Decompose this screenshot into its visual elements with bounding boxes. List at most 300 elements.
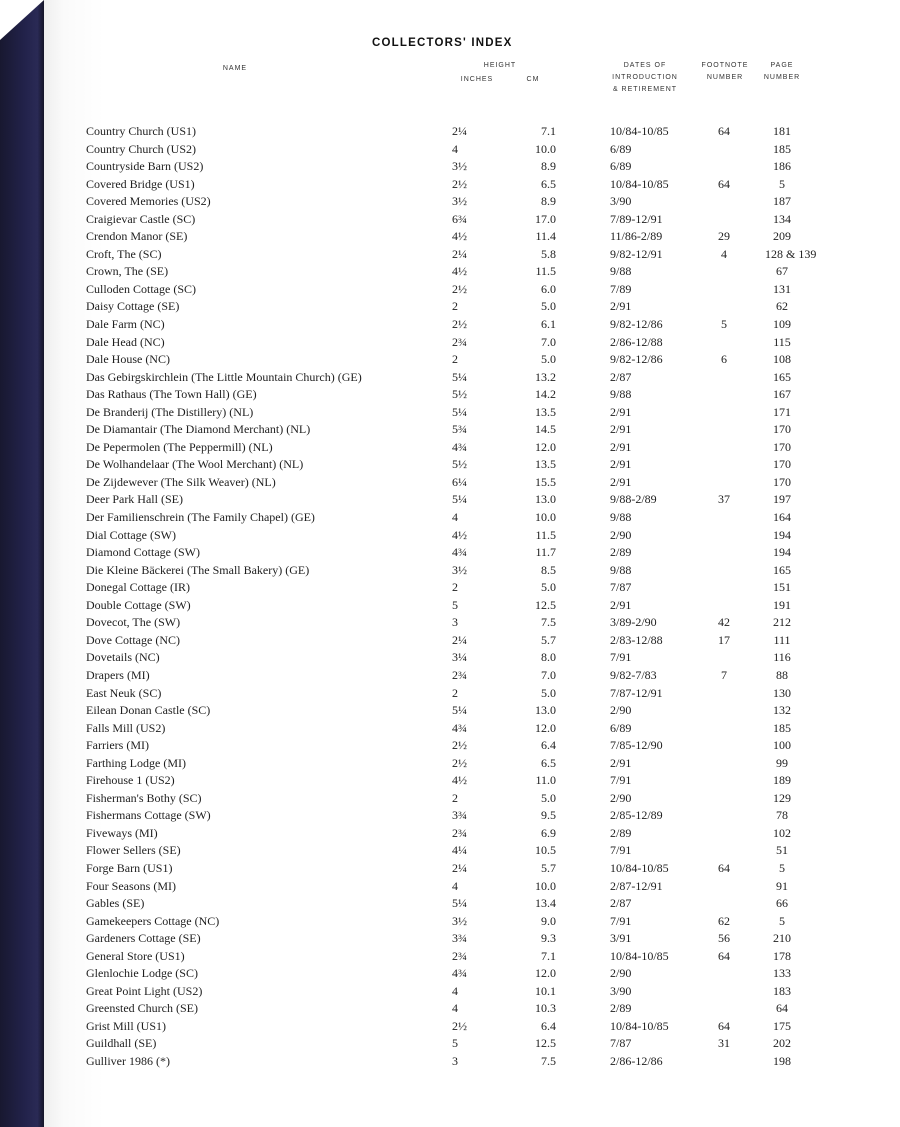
entry-height-cm: 7.0: [541, 667, 556, 682]
entry-page: 5: [779, 176, 785, 191]
table-row: [0, 1053, 900, 1071]
entry-page: 185: [773, 141, 791, 156]
entry-dates: 10/84-10/85: [610, 948, 669, 963]
entry-height-cm: 11.0: [535, 773, 556, 788]
entry-name: Croft, The (SC): [86, 246, 162, 261]
entry-page: 130: [773, 685, 791, 700]
entry-dates: 7/87: [610, 1036, 632, 1051]
table-row: [0, 685, 900, 703]
entry-height-inches: 3¾: [452, 808, 467, 823]
entry-height-inches: 4½: [452, 773, 467, 788]
entry-height-inches: 3½: [452, 159, 467, 174]
entry-name: Diamond Cottage (SW): [86, 545, 200, 560]
entry-footnote: 56: [718, 931, 730, 946]
entry-name: Firehouse 1 (US2): [86, 773, 175, 788]
header-name: NAME: [222, 65, 248, 72]
entry-page: 129: [773, 790, 791, 805]
entry-name: East Neuk (SC): [86, 685, 162, 700]
entry-name: Flower Sellers (SE): [86, 843, 181, 858]
entry-dates: 7/91: [610, 773, 632, 788]
entry-name: De Wolhandelaar (The Wool Merchant) (NL): [86, 457, 304, 472]
entry-dates: 10/84-10/85: [610, 176, 669, 191]
table-row: [0, 702, 900, 720]
entry-dates: 2/91: [610, 404, 632, 419]
entry-height-cm: 10.3: [535, 1001, 556, 1016]
entry-dates: 7/91: [610, 650, 632, 665]
entry-name: Glenlochie Lodge (SC): [86, 966, 198, 981]
entry-dates: 3/89-2/90: [610, 615, 657, 630]
entry-name: Die Kleine Bäckerei (The Small Bakery) (GE): [86, 562, 310, 577]
entry-height-inches: 2½: [452, 281, 467, 296]
entry-name: Deer Park Hall (SE): [86, 492, 183, 507]
entry-height-cm: 5.0: [541, 685, 556, 700]
entry-dates: 2/90: [610, 527, 632, 542]
entry-height-inches: 2: [452, 299, 458, 314]
entry-height-inches: 3½: [452, 194, 467, 209]
entry-name: Covered Bridge (US1): [86, 176, 195, 191]
entry-dates: 2/85-12/89: [610, 808, 663, 823]
entry-height-cm: 6.5: [541, 176, 556, 191]
entry-dates: 9/82-12/91: [610, 246, 663, 261]
entry-page: 191: [773, 597, 791, 612]
entry-height-cm: 13.2: [535, 369, 556, 384]
table-row: [0, 895, 900, 913]
entry-footnote: 5: [721, 317, 727, 332]
entry-name: De Branderij (The Distillery) (NL): [86, 404, 254, 419]
entry-height-inches: 3½: [452, 562, 467, 577]
entry-name: Das Gebirgskirchlein (The Little Mountain Church) (GE): [86, 369, 362, 384]
entry-footnote: 62: [718, 913, 730, 928]
entry-page: 99: [776, 755, 788, 770]
entry-footnote: 64: [718, 1018, 730, 1033]
entry-name: Craigievar Castle (SC): [86, 211, 196, 226]
entry-name: General Store (US1): [86, 948, 185, 963]
entry-page: 194: [773, 527, 791, 542]
entry-page: 198: [773, 1053, 791, 1068]
entry-height-inches: 3: [452, 615, 458, 630]
table-row: [0, 193, 900, 211]
entry-height-inches: 2: [452, 790, 458, 805]
entry-page: 5: [779, 860, 785, 875]
entry-dates: 7/89-12/91: [610, 211, 663, 226]
entry-height-inches: 2¼: [452, 246, 467, 261]
entry-height-cm: 7.5: [541, 615, 556, 630]
entry-height-inches: 4: [452, 878, 458, 893]
entry-height-cm: 14.2: [535, 387, 556, 402]
entry-height-cm: 10.1: [535, 983, 556, 998]
entry-name: Crendon Manor (SE): [86, 229, 188, 244]
entry-height-cm: 10.0: [535, 141, 556, 156]
entry-height-cm: 9.3: [541, 931, 556, 946]
table-row: [0, 632, 900, 650]
entry-height-cm: 15.5: [535, 474, 556, 489]
entry-dates: 7/87: [610, 580, 632, 595]
entry-height-cm: 10.0: [535, 878, 556, 893]
entry-footnote: 64: [718, 176, 730, 191]
entry-height-inches: 5: [452, 597, 458, 612]
entry-height-cm: 7.5: [541, 1053, 556, 1068]
entry-height-cm: 14.5: [535, 422, 556, 437]
entry-dates: 10/84-10/85: [610, 860, 669, 875]
header-dates: [600, 60, 690, 96]
entry-name: Farthing Lodge (MI): [86, 755, 186, 770]
entry-height-cm: 8.9: [541, 159, 556, 174]
entry-height-cm: 7.1: [541, 124, 556, 138]
entry-page: 131: [773, 281, 791, 296]
entry-height-cm: 12.5: [535, 1036, 556, 1051]
entry-name: Crown, The (SE): [86, 264, 169, 279]
entry-height-cm: 12.0: [535, 720, 556, 735]
entry-page: 151: [773, 580, 791, 595]
entry-dates: 9/88: [610, 562, 632, 577]
entry-dates: 9/82-7/83: [610, 667, 657, 682]
entry-page: 132: [773, 703, 791, 718]
entry-dates: 9/88: [610, 264, 632, 279]
entry-footnote: 64: [718, 948, 730, 963]
entry-name: Falls Mill (US2): [86, 720, 166, 735]
entry-name: Das Rathaus (The Town Hall) (GE): [86, 387, 257, 402]
entry-height-cm: 5.0: [541, 352, 556, 367]
entry-page: 111: [773, 632, 791, 647]
entry-height-inches: 3½: [452, 913, 467, 928]
entry-dates: 2/89: [610, 1001, 632, 1016]
table-row: [0, 1018, 900, 1036]
entry-page: 197: [773, 492, 791, 507]
entry-name: Dovetails (NC): [86, 650, 160, 665]
table-row: [0, 842, 900, 860]
entry-page: 88: [776, 667, 788, 682]
entry-height-cm: 5.0: [541, 299, 556, 314]
entry-page: 167: [773, 387, 791, 402]
entry-height-inches: 5¼: [452, 492, 467, 507]
table-row: [0, 860, 900, 878]
table-row: [0, 948, 900, 966]
entry-height-cm: 5.0: [541, 580, 556, 595]
page-corner: [0, 0, 44, 40]
entry-height-cm: 9.5: [541, 808, 556, 823]
entry-name: Farriers (MI): [86, 738, 149, 753]
header-page: [757, 60, 807, 84]
table-row: [0, 158, 900, 176]
entry-page: 210: [773, 931, 791, 946]
entry-dates: 2/89: [610, 545, 632, 560]
header-dates-line: DATES OF: [623, 62, 667, 69]
entry-dates: 2/86-12/86: [610, 1053, 663, 1068]
entry-height-inches: 5¼: [452, 404, 467, 419]
table-row: [0, 474, 900, 492]
entry-height-inches: 2¼: [452, 124, 467, 138]
entry-page: 181: [773, 124, 791, 138]
entry-height-cm: 13.5: [535, 404, 556, 419]
entry-dates: 7/91: [610, 843, 632, 858]
entry-height-inches: 4¾: [452, 720, 467, 735]
entry-height-inches: 2¼: [452, 860, 467, 875]
entry-name: Guildhall (SE): [86, 1036, 157, 1051]
entry-page: 194: [773, 545, 791, 560]
entry-page: 209: [773, 229, 791, 244]
entry-height-cm: 10.5: [535, 843, 556, 858]
header-page-line: PAGE: [770, 62, 794, 69]
table-row: [0, 755, 900, 773]
entry-footnote: 6: [721, 352, 727, 367]
table-row: [0, 263, 900, 281]
entry-footnote: 7: [721, 667, 727, 682]
table-row: [0, 281, 900, 299]
entry-page: 164: [773, 510, 791, 525]
entry-dates: 9/88-2/89: [610, 492, 657, 507]
entry-height-inches: 3¼: [452, 650, 467, 665]
entry-page: 170: [773, 457, 791, 472]
entry-page: 175: [773, 1018, 791, 1033]
table-row: [0, 491, 900, 509]
entry-height-inches: 6¼: [452, 474, 467, 489]
table-row: [0, 544, 900, 562]
table-row: [0, 439, 900, 457]
entry-height-cm: 12.5: [535, 597, 556, 612]
header-footnote: [694, 60, 756, 84]
entry-dates: 2/89: [610, 825, 632, 840]
entry-dates: 2/91: [610, 457, 632, 472]
entry-dates: 3/91: [610, 931, 632, 946]
header-cm: CM: [526, 76, 540, 83]
table-row: [0, 404, 900, 422]
entry-page: 100: [773, 738, 791, 753]
table-row: [0, 456, 900, 474]
entry-name: Four Seasons (MI): [86, 878, 176, 893]
entry-name: De Zijdewever (The Silk Weaver) (NL): [86, 474, 276, 489]
entry-page: 115: [773, 334, 791, 349]
entry-page: 178: [773, 948, 791, 963]
entry-name: De Diamantair (The Diamond Merchant) (NL): [86, 422, 311, 437]
entry-page: 78: [776, 808, 788, 823]
entry-dates: 2/91: [610, 474, 632, 489]
entry-height-cm: 12.0: [535, 439, 556, 454]
entry-height-inches: 5¼: [452, 369, 467, 384]
entry-name: Eilean Donan Castle (SC): [86, 703, 211, 718]
table-row: [0, 298, 900, 316]
entry-dates: 2/91: [610, 299, 632, 314]
entry-page: 128 & 139: [765, 246, 817, 261]
entry-name: Culloden Cottage (SC): [86, 281, 196, 296]
entry-footnote: 64: [718, 860, 730, 875]
table-row: [0, 825, 900, 843]
entry-height-cm: 5.7: [541, 860, 556, 875]
entry-dates: 2/91: [610, 597, 632, 612]
table-row: [0, 737, 900, 755]
entry-page: 170: [773, 422, 791, 437]
entry-name: Drapers (MI): [86, 667, 150, 682]
table-row: [0, 386, 900, 404]
entry-page: 116: [773, 650, 791, 665]
entry-height-cm: 8.5: [541, 562, 556, 577]
entry-height-inches: 5¼: [452, 703, 467, 718]
entry-name: Double Cottage (SW): [86, 597, 191, 612]
table-row: [0, 211, 900, 229]
entry-name: Dove Cottage (NC): [86, 632, 180, 647]
header-dates-line: & RETIREMENT: [612, 86, 678, 93]
entry-page: 186: [773, 159, 791, 174]
entry-height-cm: 13.4: [535, 896, 556, 911]
entry-height-inches: 5½: [452, 387, 467, 402]
entry-height-inches: 2: [452, 580, 458, 595]
entry-height-cm: 11.5: [535, 527, 556, 542]
entry-dates: 2/90: [610, 790, 632, 805]
table-row: [0, 649, 900, 667]
entry-height-cm: 11.4: [535, 229, 556, 244]
entry-name: Fiveways (MI): [86, 825, 158, 840]
entry-height-inches: 4¼: [452, 843, 467, 858]
entry-height-cm: 13.0: [535, 703, 556, 718]
entry-page: 183: [773, 983, 791, 998]
entry-footnote: 64: [718, 124, 730, 138]
entry-name: Countryside Barn (US2): [86, 159, 204, 174]
entry-dates: 2/90: [610, 966, 632, 981]
entry-height-cm: 6.9: [541, 825, 556, 840]
entry-page: 109: [773, 317, 791, 332]
entry-dates: 7/91: [610, 913, 632, 928]
entry-page: 202: [773, 1036, 791, 1051]
entry-height-inches: 4½: [452, 527, 467, 542]
index-table: [0, 123, 900, 1071]
entry-height-cm: 7.0: [541, 334, 556, 349]
entry-height-inches: 2½: [452, 176, 467, 191]
entry-height-cm: 11.7: [535, 545, 556, 560]
table-row: [0, 334, 900, 352]
entry-footnote: 4: [721, 246, 727, 261]
entry-page: 134: [773, 211, 791, 226]
table-row: [0, 790, 900, 808]
header-dates-line: INTRODUCTION: [612, 74, 678, 81]
table-row: [0, 720, 900, 738]
page-title: COLLECTORS' INDEX: [372, 37, 513, 49]
entry-footnote: 42: [718, 615, 730, 630]
entry-page: 108: [773, 352, 791, 367]
entry-height-inches: 4: [452, 141, 458, 156]
entry-name: Fishermans Cottage (SW): [86, 808, 211, 823]
table-row: [0, 1000, 900, 1018]
entry-name: Great Point Light (US2): [86, 983, 203, 998]
entry-height-inches: 5½: [452, 457, 467, 472]
table-row: [0, 1035, 900, 1053]
table-row: [0, 930, 900, 948]
entry-dates: 3/90: [610, 194, 632, 209]
table-row: [0, 807, 900, 825]
entry-height-inches: 5: [452, 1036, 458, 1051]
table-row: [0, 878, 900, 896]
table-row: [0, 983, 900, 1001]
table-row: [0, 527, 900, 545]
table-row: [0, 369, 900, 387]
entry-page: 91: [776, 878, 788, 893]
entry-height-inches: 4¾: [452, 439, 467, 454]
entry-dates: 2/91: [610, 755, 632, 770]
entry-page: 133: [773, 966, 791, 981]
entry-page: 165: [773, 369, 791, 384]
entry-name: Dale House (NC): [86, 352, 170, 367]
entry-height-inches: 2½: [452, 755, 467, 770]
entry-name: Dovecot, The (SW): [86, 615, 181, 630]
entry-page: 51: [776, 843, 788, 858]
entry-height-cm: 5.0: [541, 790, 556, 805]
entry-dates: 9/88: [610, 387, 632, 402]
entry-dates: 6/89: [610, 141, 632, 156]
table-row: [0, 176, 900, 194]
entry-height-cm: 6.0: [541, 281, 556, 296]
header-page-line: NUMBER: [763, 74, 801, 81]
entry-dates: 10/84-10/85: [610, 124, 669, 138]
entry-page: 212: [773, 615, 791, 630]
entry-page: 102: [773, 825, 791, 840]
table-row: [0, 667, 900, 685]
entry-height-inches: 3: [452, 1053, 458, 1068]
entry-height-cm: 5.8: [541, 246, 556, 261]
entry-name: Der Familienschrein (The Family Chapel) (GE): [86, 510, 315, 525]
table-row: [0, 772, 900, 790]
entry-name: Dale Head (NC): [86, 334, 165, 349]
entry-height-inches: 2: [452, 352, 458, 367]
entry-name: Forge Barn (US1): [86, 860, 173, 875]
entry-height-cm: 6.5: [541, 755, 556, 770]
table-row: [0, 421, 900, 439]
entry-dates: 2/87-12/91: [610, 878, 663, 893]
entry-height-inches: 2¾: [452, 667, 467, 682]
header-footnote-line: NUMBER: [706, 74, 744, 81]
entry-height-inches: 2¾: [452, 948, 467, 963]
entry-height-cm: 13.0: [535, 492, 556, 507]
table-row: [0, 141, 900, 159]
entry-height-inches: 4½: [452, 264, 467, 279]
entry-name: Donegal Cottage (IR): [86, 580, 190, 595]
entry-dates: 10/84-10/85: [610, 1018, 669, 1033]
entry-height-cm: 11.5: [535, 264, 556, 279]
table-row: [0, 246, 900, 264]
entry-dates: 3/90: [610, 983, 632, 998]
table-row: [0, 913, 900, 931]
table-row: [0, 123, 900, 141]
header-inches: INCHES: [460, 76, 494, 83]
entry-name: Dial Cottage (SW): [86, 527, 176, 542]
table-row: [0, 316, 900, 334]
entry-dates: 2/86-12/88: [610, 334, 663, 349]
entry-dates: 7/87-12/91: [610, 685, 663, 700]
entry-dates: 11/86-2/89: [610, 229, 663, 244]
entry-dates: 6/89: [610, 720, 632, 735]
entry-dates: 2/83-12/88: [610, 632, 663, 647]
entry-dates: 2/87: [610, 369, 632, 384]
entry-height-inches: 2½: [452, 1018, 467, 1033]
entry-name: Country Church (US1): [86, 124, 196, 138]
header-height: HEIGHT: [483, 62, 517, 69]
entry-height-cm: 8.0: [541, 650, 556, 665]
entry-page: 62: [776, 299, 788, 314]
table-row: [0, 579, 900, 597]
entry-page: 171: [773, 404, 791, 419]
entry-height-cm: 10.0: [535, 510, 556, 525]
entry-height-inches: 2¾: [452, 334, 467, 349]
entry-dates: 9/82-12/86: [610, 352, 663, 367]
entry-height-inches: 2½: [452, 738, 467, 753]
entry-footnote: 29: [718, 229, 730, 244]
entry-page: 67: [776, 264, 788, 279]
entry-dates: 7/89: [610, 281, 632, 296]
entry-name: Covered Memories (US2): [86, 194, 211, 209]
entry-name: Country Church (US2): [86, 141, 196, 156]
entry-height-inches: 4¾: [452, 966, 467, 981]
entry-dates: 9/82-12/86: [610, 317, 663, 332]
header-footnote-line: FOOTNOTE: [701, 62, 749, 69]
entry-name: Daisy Cottage (SE): [86, 299, 180, 314]
entry-name: Gardeners Cottage (SE): [86, 931, 201, 946]
